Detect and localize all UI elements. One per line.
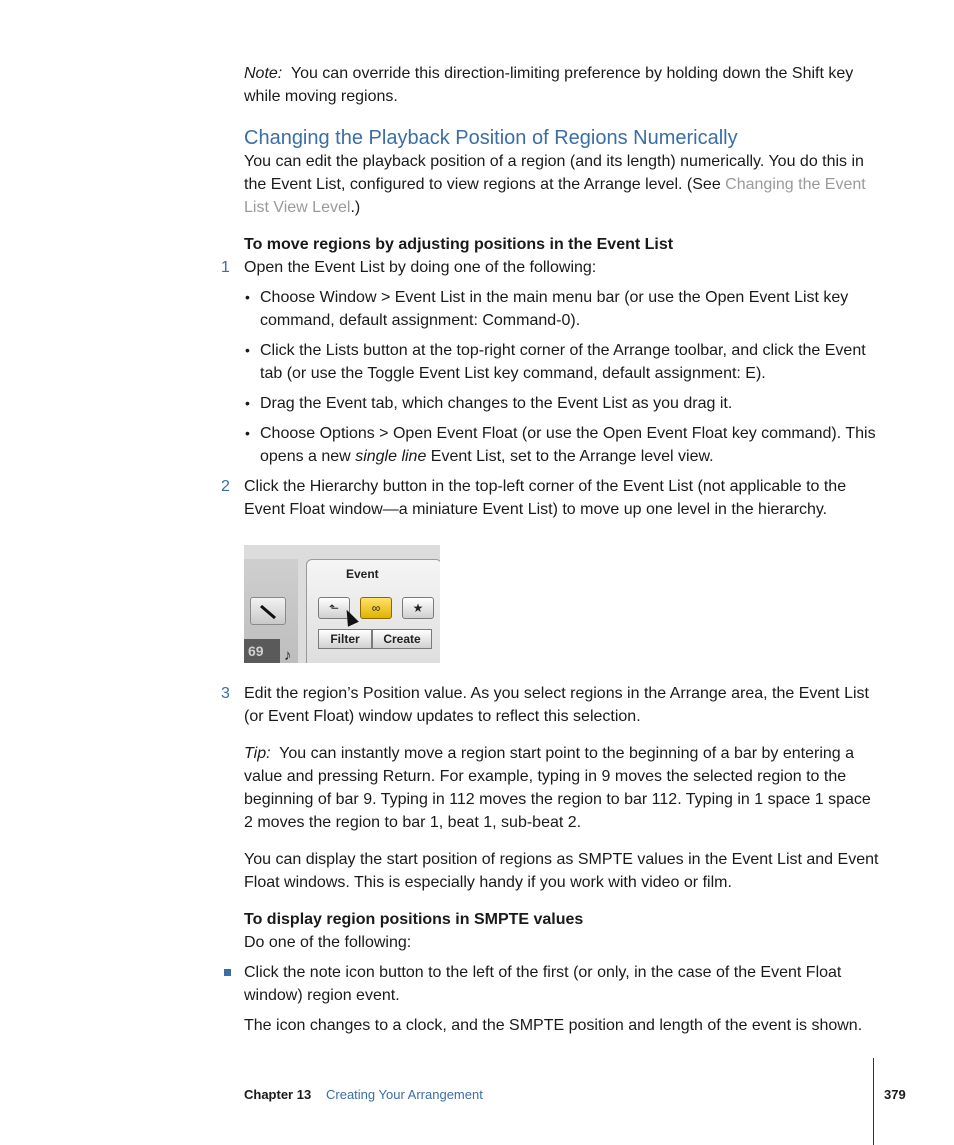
bullet-text: Choose Options > Open Event Float (or use the Open Event Float key command). This opens a new: [260, 425, 876, 465]
footer-chapter: Chapter 13: [244, 1087, 312, 1102]
bullet-dot: •: [245, 425, 250, 441]
hierarchy-button[interactable]: ⬑: [318, 597, 350, 619]
step-text: Open the Event List by doing one of the following:: [244, 259, 597, 276]
intro-text: You can edit the playback position of a region (and its length) numerically. You do this in the Event List, configured to view regions at the Arrange level. (See: [244, 153, 864, 193]
square-bullet: [224, 969, 231, 976]
section-heading: Changing the Playback Position of Regions Numerically: [244, 127, 738, 149]
catch-button[interactable]: ★: [402, 597, 434, 619]
view-level-link[interactable]: Changing the Event List View Level: [244, 176, 866, 216]
tip-text: You can instantly move a region start point to the beginning of a bar by entering a value and pressing Return. For example, typing in 9 moves the selected region to the beginning of bar 9. Typing in 112 moves the region to bar 112. Typing in 1 space 1 space 2 moves the region to bar 1, beat 1, sub-beat 2.: [244, 745, 871, 831]
note-label: Note:: [244, 65, 283, 82]
event-list-figure: [244, 545, 440, 663]
note-text: You can override this direction-limiting preference by holding down the Shift key while moving regions.: [244, 65, 854, 105]
result-paragraph: The icon changes to a clock, and the SMPTE position and length of the event is shown.: [244, 1017, 863, 1034]
step-text: Edit the region’s Position value. As you select regions in the Arrange area, the Event List (or Event Float) window updates to reflect this selection.: [244, 685, 869, 725]
task-heading: To move regions by adjusting positions in the Event List: [244, 236, 674, 253]
note-paragraph: [244, 62, 880, 108]
pencil-tool-button[interactable]: [250, 597, 286, 625]
create-button[interactable]: Create: [372, 629, 432, 649]
bar-number-display: 69: [244, 639, 280, 663]
page-number: 379: [884, 1087, 906, 1102]
bullet-item: [260, 422, 880, 468]
tip-label: Tip:: [244, 745, 271, 762]
bullet-item: Click the Lists button at the top-right corner of the Arrange toolbar, and click the Event tab (or use the Toggle Event List key command, default assignment: E).: [260, 342, 866, 382]
filter-button[interactable]: Filter: [318, 629, 372, 649]
task-heading: To display region positions in SMPTE values: [244, 911, 584, 928]
link-button[interactable]: ∞: [360, 597, 392, 619]
tip-paragraph: [244, 742, 880, 834]
option-item: Click the note icon button to the left of the first (or only, in the case of the Event Float window) region event.: [244, 964, 842, 1004]
step-text: Click the Hierarchy button in the top-left corner of the Event List (not applicable to the Event Float window—a miniature Event List) to move up one level in the hierarchy.: [244, 478, 847, 518]
section-intro: [244, 150, 880, 219]
step-number: 3: [221, 685, 230, 702]
bullet-text-end: Event List, set to the Arrange level view.: [426, 448, 714, 465]
bullet-item: Drag the Event tab, which changes to the Event List as you drag it.: [260, 395, 733, 412]
smpte-paragraph: You can display the start position of regions as SMPTE values in the Event List and Event Float windows. This is especially handy if you work with video or film.: [244, 851, 879, 891]
step-number: 2: [221, 478, 230, 495]
arrange-toolbar-strip: [244, 559, 298, 663]
task-intro: Do one of the following:: [244, 934, 412, 951]
intro-end: .): [350, 199, 361, 216]
event-tab-label[interactable]: Event: [346, 567, 379, 581]
step-number: 1: [221, 259, 230, 276]
pencil-icon: [251, 598, 285, 624]
bullet-italic: single line: [355, 448, 427, 465]
note-icon[interactable]: ♪: [284, 647, 292, 663]
bullet-dot: •: [245, 395, 250, 411]
bullet-item: Choose Window > Event List in the main menu bar (or use the Open Event List key command, default assignment: Command-0).: [260, 289, 849, 329]
bullet-dot: •: [245, 342, 250, 358]
footer-chapter-title[interactable]: Creating Your Arrangement: [326, 1087, 483, 1102]
footer-divider: [873, 1058, 874, 1145]
bullet-dot: •: [245, 289, 250, 305]
